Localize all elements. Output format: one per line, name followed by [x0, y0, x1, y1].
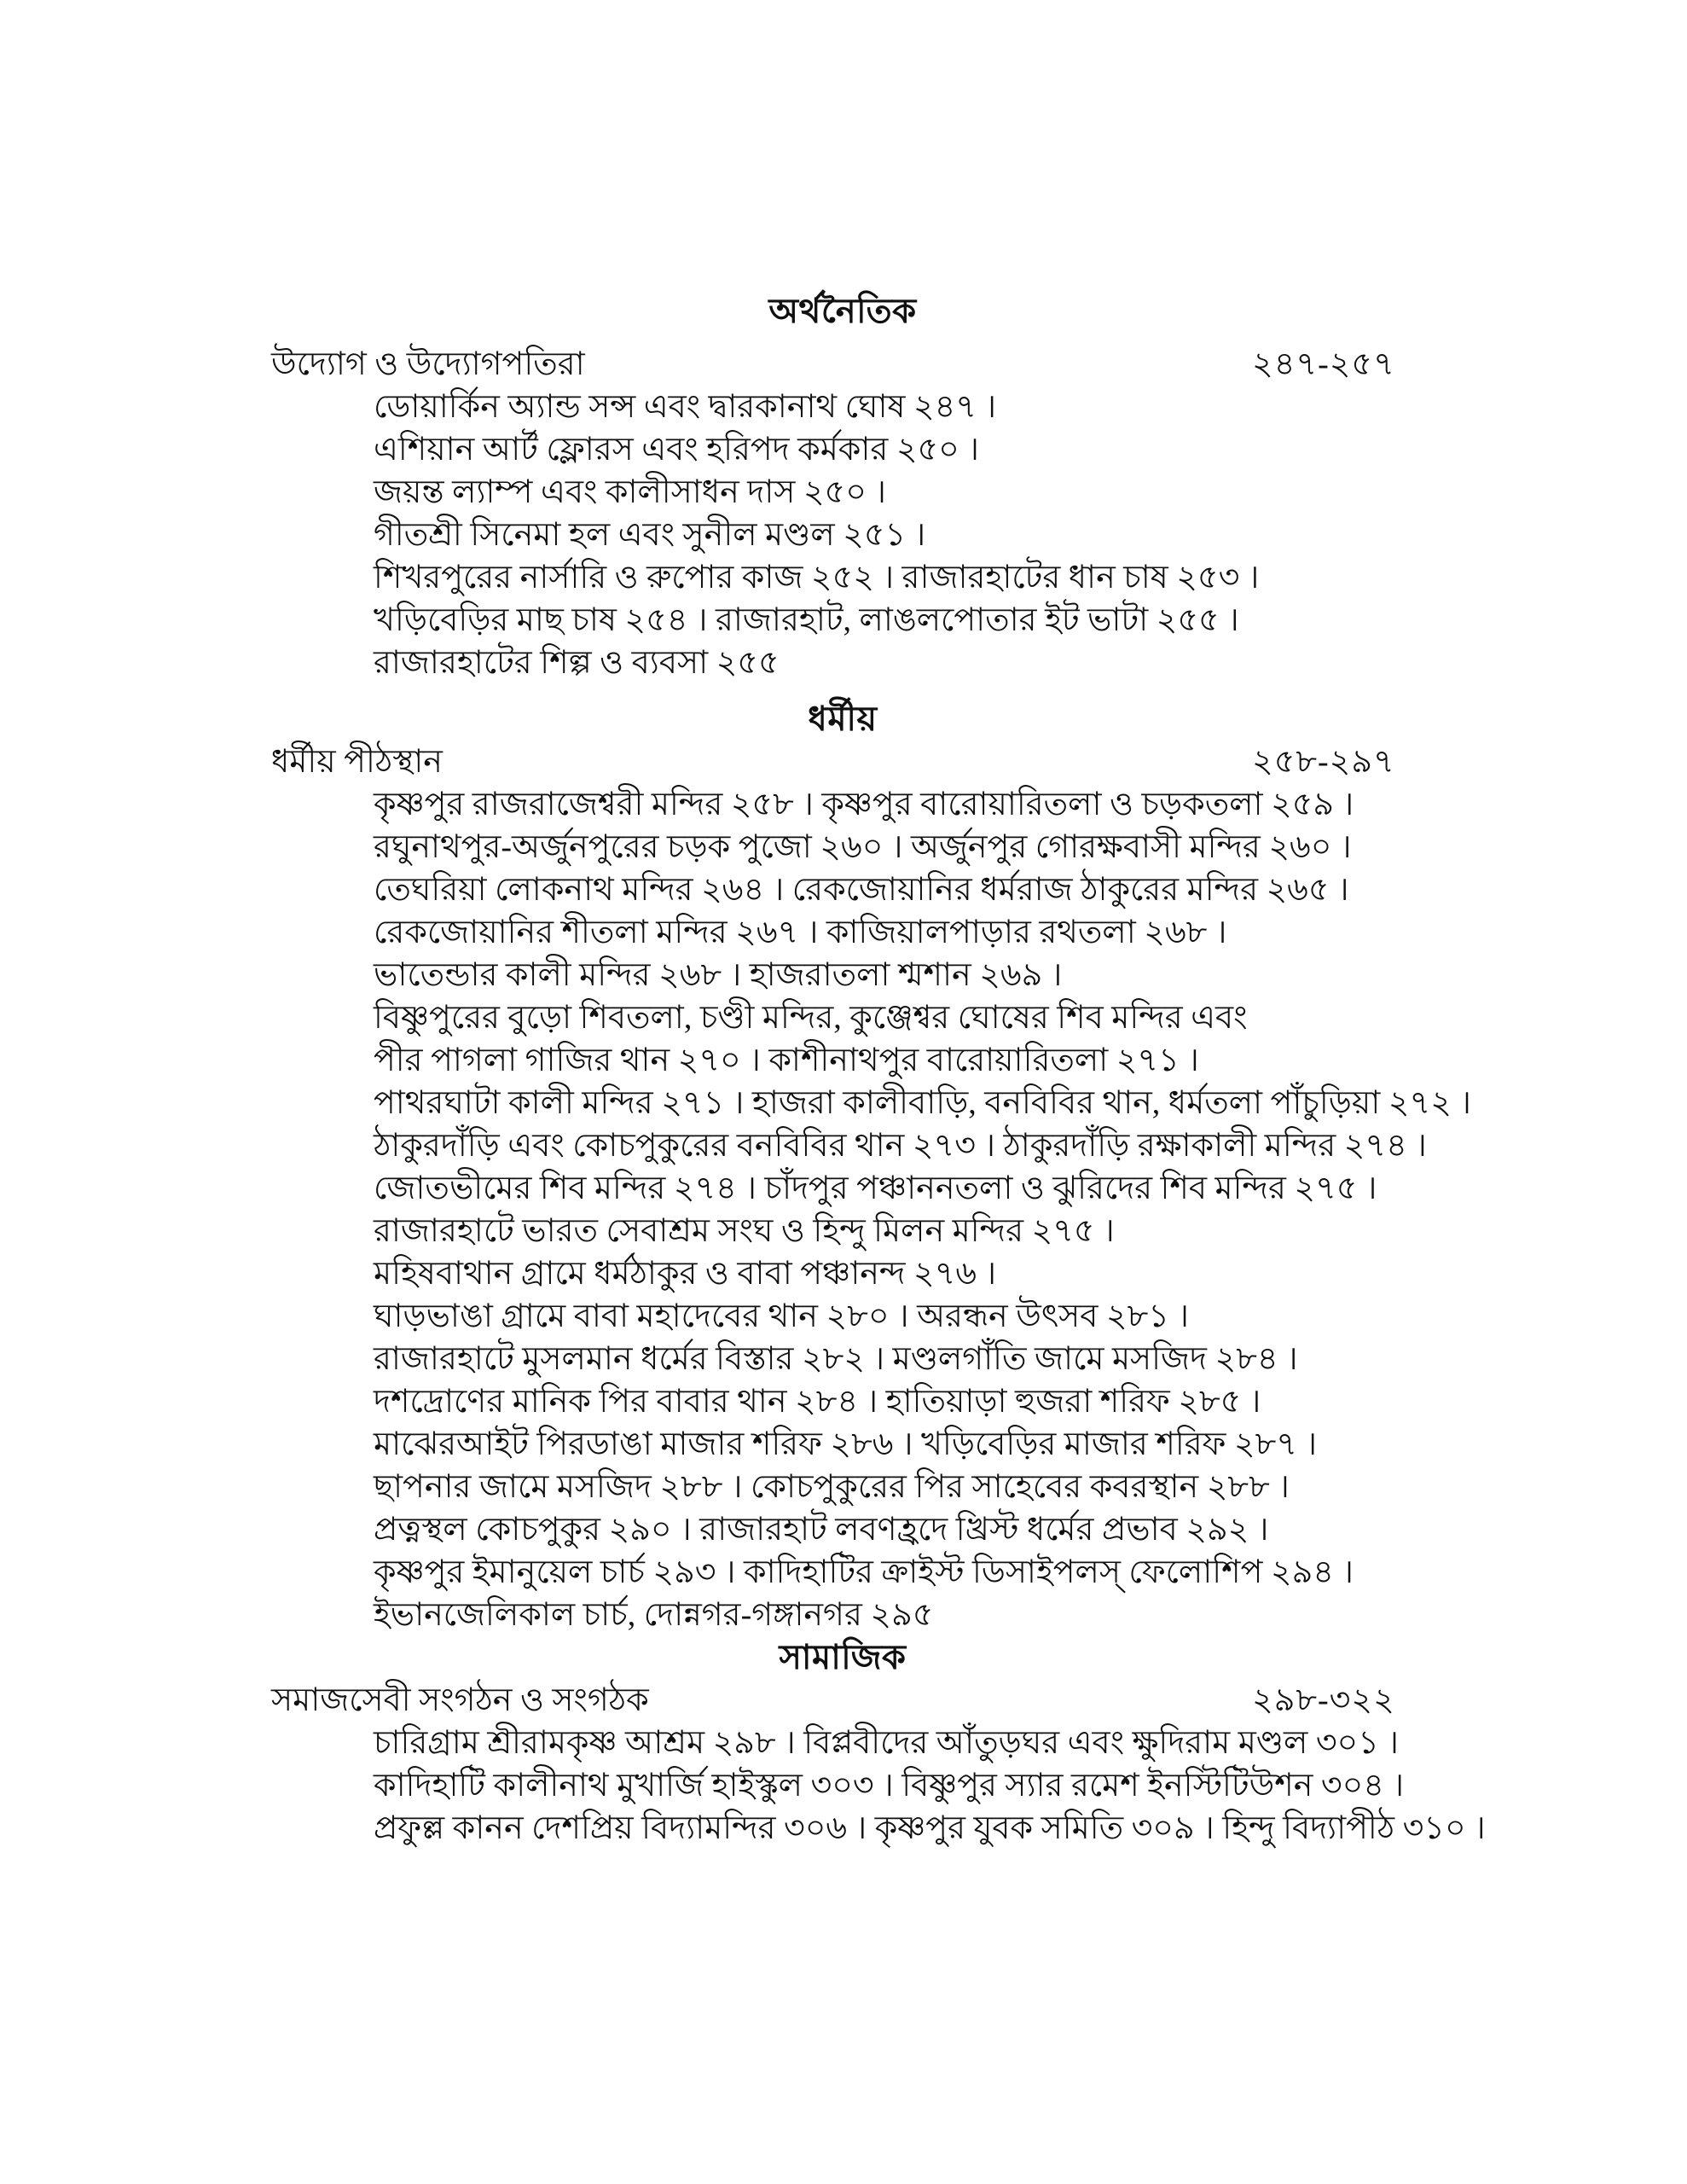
- entry-line: পাথরঘাটা কালী মন্দির ২৭১ । হাজরা কালীবাড়ি, বনবিবির থান, ধর্মতলা পাঁচুড়িয়া ২৭২ ।: [374, 1085, 1471, 1121]
- entry-line: রাজারহাটে মুসলমান ধর্মের বিস্তার ২৮২ । মণ্ডলগাঁতি জামে মসজিদ ২৮৪ ।: [374, 1341, 1298, 1377]
- entry-line: ডোয়ার্কিন অ্যান্ড সন্স এবং দ্বারকানাথ ঘোষ ২৪৭ ।: [374, 389, 997, 425]
- entry-line: রেকজোয়ানির শীতলা মন্দির ২৬৭ । কাজিয়ালপাড়ার রথতলা ২৬৮ ।: [374, 915, 1227, 950]
- entry-line: পীর পাগলা গাজির থান ২৭০ । কাশীনাথপুর বারোয়ারিতলা ২৭১ ।: [374, 1043, 1199, 1078]
- section-title-row: [271, 741, 1414, 783]
- entry-line: কাদিহাটি কালীনাথ মুখার্জি হাইস্কুল ৩০৩ । বিষ্ণুপুর স্যার রমেশ ইনস্টিটিউশন ৩০৪ ।: [374, 1768, 1405, 1804]
- entry-line: ছাপনার জামে মসজিদ ২৮৮ । কোচপুকুরের পির সাহেবের কবরস্থান ২৮৮ ।: [374, 1469, 1290, 1505]
- section-title: ধর্মীয় পীঠস্থান: [271, 744, 443, 780]
- entry-line: এশিয়ান আর্ট ফ্লোরস এবং হরিপদ কর্মকার ২৫০ ।: [374, 432, 979, 468]
- entry-line: রাজারহাটে ভারত সেবাশ্রম সংঘ ও হিন্দু মিলন মন্দির ২৭৫ ।: [374, 1213, 1115, 1249]
- section-entries: [271, 1722, 1486, 1850]
- entry-line: গীতশ্রী সিনেমা হল এবং সুনীল মণ্ডল ২৫১ ।: [374, 517, 926, 553]
- section-header: সামাজিক: [779, 1638, 907, 1676]
- entry-line: ঠাকুরদাঁড়ি এবং কোচপুকুরের বনবিবির থান ২৭৩ । ঠাকুরদাঁড়ি রক্ষাকালী মন্দির ২৭৪ ।: [374, 1128, 1427, 1164]
- toc-section: [271, 698, 1471, 1636]
- section-title: সমাজসেবী সংগঠন ও সংগঠক: [271, 1682, 649, 1718]
- entry-line: চারিগ্রাম শ্রীরামকৃষ্ণ আশ্রম ২৯৮ । বিপ্লবীদের আঁতুড়ঘর এবং ক্ষুদিরাম মণ্ডল ৩০১ ।: [374, 1725, 1400, 1761]
- entry-line: ঘাড়ভাঙা গ্রামে বাবা মহাদেবের থান ২৮০ । অরন্ধন উৎসব ২৮১ ।: [374, 1298, 1190, 1334]
- section-entries: [271, 783, 1471, 1636]
- section-page-range: ২৪৭-২৫৭: [1252, 346, 1395, 382]
- entry-line: তেঘরিয়া লোকনাথ মন্দির ২৬৪ । রেকজোয়ানির ধর্মরাজ ঠাকুরের মন্দির ২৬৫ ।: [374, 872, 1349, 908]
- entry-line: রাজারহাটের শিল্প ও ব্যবসা ২৫৫: [374, 645, 780, 681]
- section-title: উদ্যোগ ও উদ্যোগপতিরা: [271, 346, 585, 382]
- entry-line: খড়িবেড়ির মাছ চাষ ২৫৪ । রাজারহাট, লাঙলপোতার ইট ভাটা ২৫৫ ।: [374, 602, 1239, 638]
- entry-line: মাঝেরআইট পিরডাঙা মাজার শরিফ ২৮৬ । খড়িবেড়ির মাজার শরিফ ২৮৭ ।: [374, 1426, 1318, 1462]
- entry-line: ইভানজেলিকাল চার্চ, দোন্নগর-গঙ্গানগর ২৯৫: [374, 1597, 934, 1633]
- entry-line: শিখরপুরের নার্সারি ও রুপোর কাজ ২৫২ । রাজারহাটের ধান চাষ ২৫৩ ।: [374, 560, 1260, 595]
- entry-line: জয়ন্ত ল্যাম্প এবং কালীসাধন দাস ২৫০ ।: [374, 474, 887, 510]
- sections-container: [271, 290, 1486, 1850]
- entry-line: দশদ্রোণের মানিক পির বাবার থান ২৮৪ । হাতিয়াড়া হুজরা শরিফ ২৮৫ ।: [374, 1384, 1261, 1420]
- entry-line: মহিষবাথান গ্রামে ধর্মঠাকুর ও বাবা পঞ্চানন্দ ২৭৬ ।: [374, 1256, 997, 1292]
- section-header: ধর্মীয়: [808, 700, 878, 738]
- section-page-range: ২৯৮-৩২২: [1252, 1682, 1395, 1718]
- entry-line: বিষ্ণুপুরের বুড়ো শিবতলা, চণ্ডী মন্দির, কুঞ্জেশ্বর ঘোষের শিব মন্দির এবং: [374, 1000, 1248, 1036]
- entry-line: প্রফুল্ল কানন দেশপ্রিয় বিদ্যামন্দির ৩০৬ । কৃষ্ণপুর যুবক সমিতি ৩০৯ । হিন্দু বিদ্যাপীঠ ৩১০ ।: [374, 1810, 1486, 1846]
- entry-line: জোতভীমের শিব মন্দির ২৭৪ । চাঁদপুর পঞ্চাননতলা ও ঝুরিদের শিব মন্দির ২৭৫ ।: [374, 1170, 1377, 1206]
- entry-line: কৃষ্ণপুর ইমানুয়েল চার্চ ২৯৩ । কাদিহাটির ক্রাইস্ট ডিসাইপলস্ ফেলোশিপ ২৯৪ ।: [374, 1554, 1354, 1590]
- entry-line: প্রত্নস্থল কোচপুকুর ২৯০ । রাজারহাট লবণহ্রদে খ্রিস্ট ধর্মের প্রভাব ২৯২ ।: [374, 1512, 1269, 1548]
- section-entries: [271, 386, 1414, 684]
- entry-line: কৃষ্ণপুর রাজরাজেশ্বরী মন্দির ২৫৮ । কৃষ্ণপুর বারোয়ারিতলা ও চড়কতলা ২৫৯ ।: [374, 787, 1354, 822]
- section-header: অর্থনৈতিক: [768, 292, 917, 330]
- toc-section: [271, 290, 1414, 684]
- entry-line: রঘুনাথপুর-অর্জুনপুরের চড়ক পুজো ২৬০ । অর্জুনপুর গোরক্ষবাসী মন্দির ২৬০ ।: [374, 829, 1352, 865]
- entry-line: ভাতেন্ডার কালী মন্দির ২৬৮ । হাজরাতলা শ্মশান ২৬৯ ।: [374, 957, 1063, 993]
- section-page-range: ২৫৮-২৯৭: [1252, 744, 1395, 780]
- section-title-row: [271, 343, 1414, 386]
- section-title-row: [271, 1679, 1414, 1722]
- toc-section: [271, 1636, 1486, 1850]
